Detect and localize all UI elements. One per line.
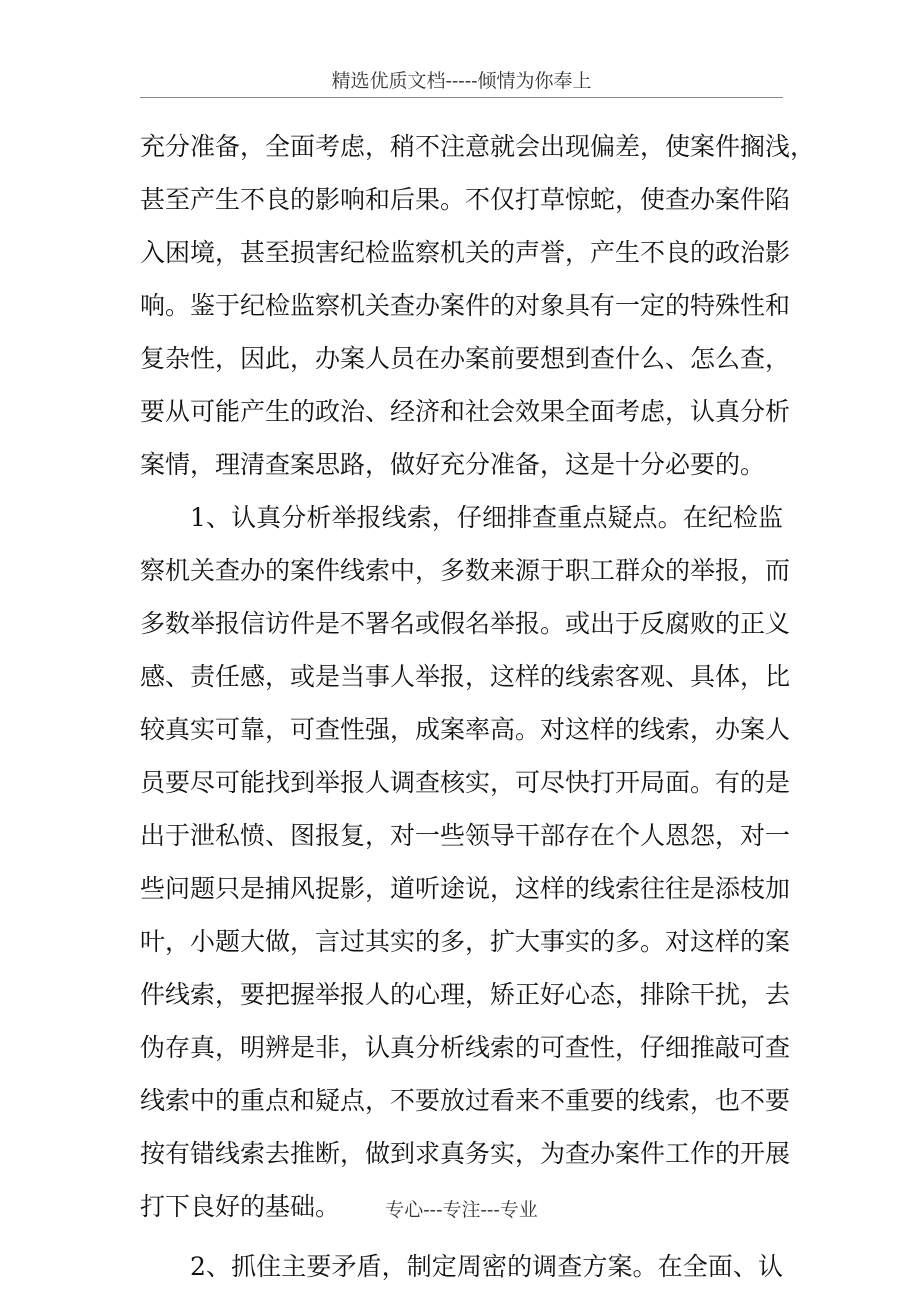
text-line: 出于泄私愤、图报复，对一些领导干部存在个人恩怨，对一 xyxy=(140,821,790,850)
text-line: 叶，小题大做，言过其实的多，扩大事实的多。对这样的案 xyxy=(140,927,790,956)
text-line: 案情，理清查案思路，做好充分准备，这是十分必要的。 xyxy=(140,450,766,479)
text-line: 些问题只是捕风捉影，道听途说，这样的线索往往是添枝加 xyxy=(140,874,790,903)
header-divider xyxy=(140,97,783,98)
paragraph-2-first-line: 2、抓住主要矛盾，制定周密的调查方案。在全面、认 xyxy=(190,1252,784,1281)
text-line: 较真实可靠，可查性强，成案率高。对这样的线索，办案人 xyxy=(140,715,790,744)
text-line: 入困境，甚至损害纪检监察机关的声誉，产生不良的政治影 xyxy=(140,238,790,267)
text-line: 多数举报信访件是不署名或假名举报。或出于反腐败的正义 xyxy=(140,609,790,638)
text-line: 响。鉴于纪检监察机关查办案件的对象具有一定的特殊性和 xyxy=(140,291,790,320)
page-header: 精选优质文档-----倾情为你奉上 xyxy=(331,70,592,92)
text-line: 察机关查办的案件线索中，多数来源于职工群众的举报，而 xyxy=(140,556,790,585)
paragraph-1-first-line: 1、认真分析举报线索，仔细排查重点疑点。在纪检监 xyxy=(190,503,784,532)
text-line: 要从可能产生的政治、经济和社会效果全面考虑，认真分析 xyxy=(140,397,790,426)
text-line: 员要尽可能找到举报人调查核实，可尽快打开局面。有的是 xyxy=(140,768,790,797)
text-line: 线索中的重点和疑点，不要放过看来不重要的线索，也不要 xyxy=(140,1086,790,1115)
text-line: 打下良好的基础。 xyxy=(140,1192,341,1221)
text-line: 伪存真，明辨是非，认真分析线索的可查性，仔细推敲可查 xyxy=(140,1033,790,1062)
page-footer: 专心---专注---专业 xyxy=(385,1199,538,1221)
text-line: 复杂性，因此，办案人员在办案前要想到查什么、怎么查， xyxy=(140,344,790,373)
text-line: 按有错线索去推断，做到求真务实，为查办案件工作的开展 xyxy=(140,1139,790,1168)
text-line: 充分准备，全面考虑，稍不注意就会出现偏差，使案件搁浅， xyxy=(140,132,815,161)
text-line: 件线索，要把握举报人的心理，矫正好心态，排除干扰，去 xyxy=(140,980,790,1009)
text-line: 甚至产生不良的影响和后果。不仅打草惊蛇，使查办案件陷 xyxy=(140,185,790,214)
text-line: 感、责任感，或是当事人举报，这样的线索客观、具体，比 xyxy=(140,662,790,691)
